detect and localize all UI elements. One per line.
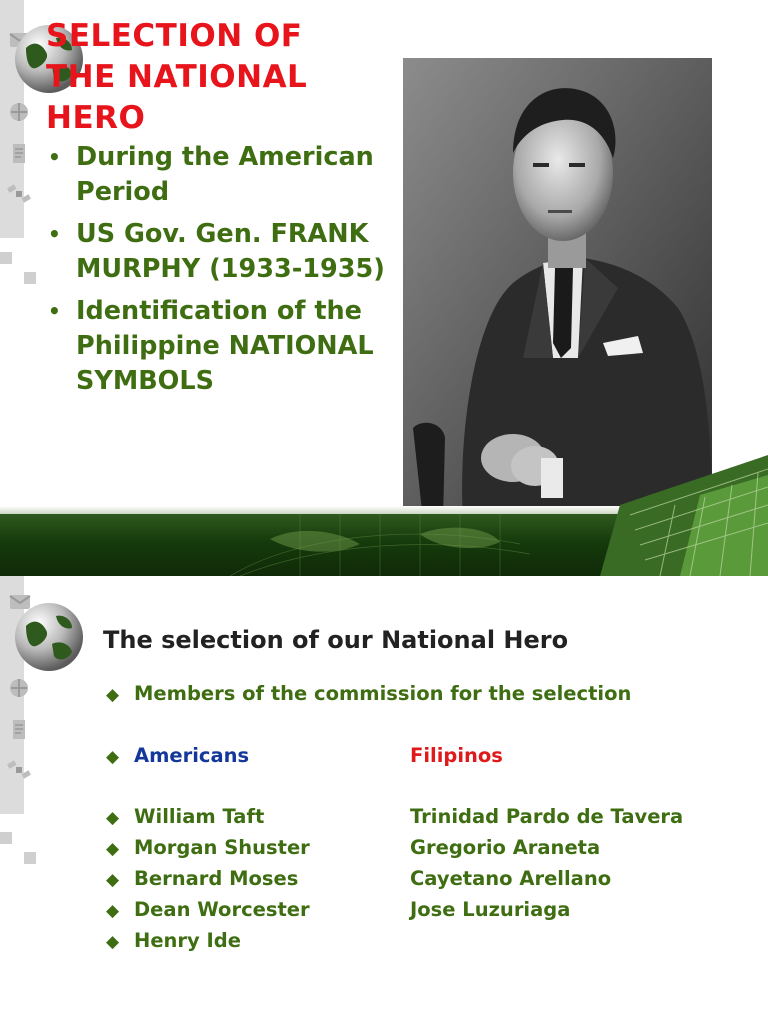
filipino-member: Trinidad Pardo de Tavera	[410, 805, 684, 828]
member-name: Morgan Shuster	[134, 836, 310, 859]
bullet-text: US Gov. Gen. FRANK MURPHY (1933-1935)	[76, 219, 385, 284]
intro-text: Members of the commission for the selection	[134, 682, 632, 705]
bullet-dot: •	[48, 299, 61, 323]
decor-square	[0, 252, 12, 264]
bullet-item	[46, 294, 386, 399]
slide-title: SELECTION OF THE NATIONAL HERO	[46, 18, 308, 136]
member-name: William Taft	[134, 805, 265, 828]
american-member	[106, 866, 298, 893]
bullet-dot: •	[48, 145, 61, 169]
bullet-dot: •	[48, 222, 61, 246]
decor-square	[0, 832, 12, 844]
member-name: Henry Ide	[134, 929, 241, 952]
diamond-bullet: ◆	[106, 808, 120, 828]
filipino-member: Gregorio Araneta	[410, 836, 601, 859]
diamond-bullet: ◆	[106, 747, 120, 767]
bullet-item	[46, 217, 386, 287]
filipino-member: Jose Luzuriaga	[410, 898, 571, 921]
member-name: Bernard Moses	[134, 867, 299, 890]
intro-line	[106, 681, 631, 708]
decor-square	[24, 272, 36, 284]
decor-square	[24, 852, 36, 864]
satellite-icon	[7, 182, 37, 206]
american-member	[106, 804, 264, 831]
slide-title: The selection of our National Hero	[103, 626, 569, 654]
building-graphic	[560, 455, 768, 576]
americans-heading: Americans	[134, 744, 250, 767]
bullet-list	[46, 140, 386, 406]
american-member	[106, 928, 241, 955]
american-member	[106, 897, 310, 924]
diamond-bullet: ◆	[106, 901, 120, 921]
diamond-bullet: ◆	[106, 932, 120, 952]
portrait-photo	[403, 58, 712, 520]
slide-2	[0, 576, 768, 1024]
filipinos-heading: Filipinos	[410, 744, 503, 767]
filipino-member: Cayetano Arellano	[410, 867, 612, 890]
document-icon	[7, 142, 37, 166]
americans-heading-line	[106, 743, 249, 770]
member-name: Dean Worcester	[134, 898, 310, 921]
bullet-text: During the American Period	[76, 142, 374, 207]
american-member	[106, 835, 310, 862]
satellite-icon	[7, 758, 37, 782]
bullet-text: Identification of the Philippine NATIONAL SYMBOLS	[76, 296, 374, 396]
globe-small-icon	[7, 100, 37, 124]
diamond-bullet: ◆	[106, 870, 120, 890]
bullet-item	[46, 140, 386, 210]
globe-icon	[12, 600, 86, 674]
globe-small-icon	[7, 676, 37, 700]
diamond-bullet: ◆	[106, 839, 120, 859]
diamond-bullet: ◆	[106, 685, 120, 705]
document-icon	[7, 718, 37, 742]
portrait-figure	[403, 58, 712, 520]
